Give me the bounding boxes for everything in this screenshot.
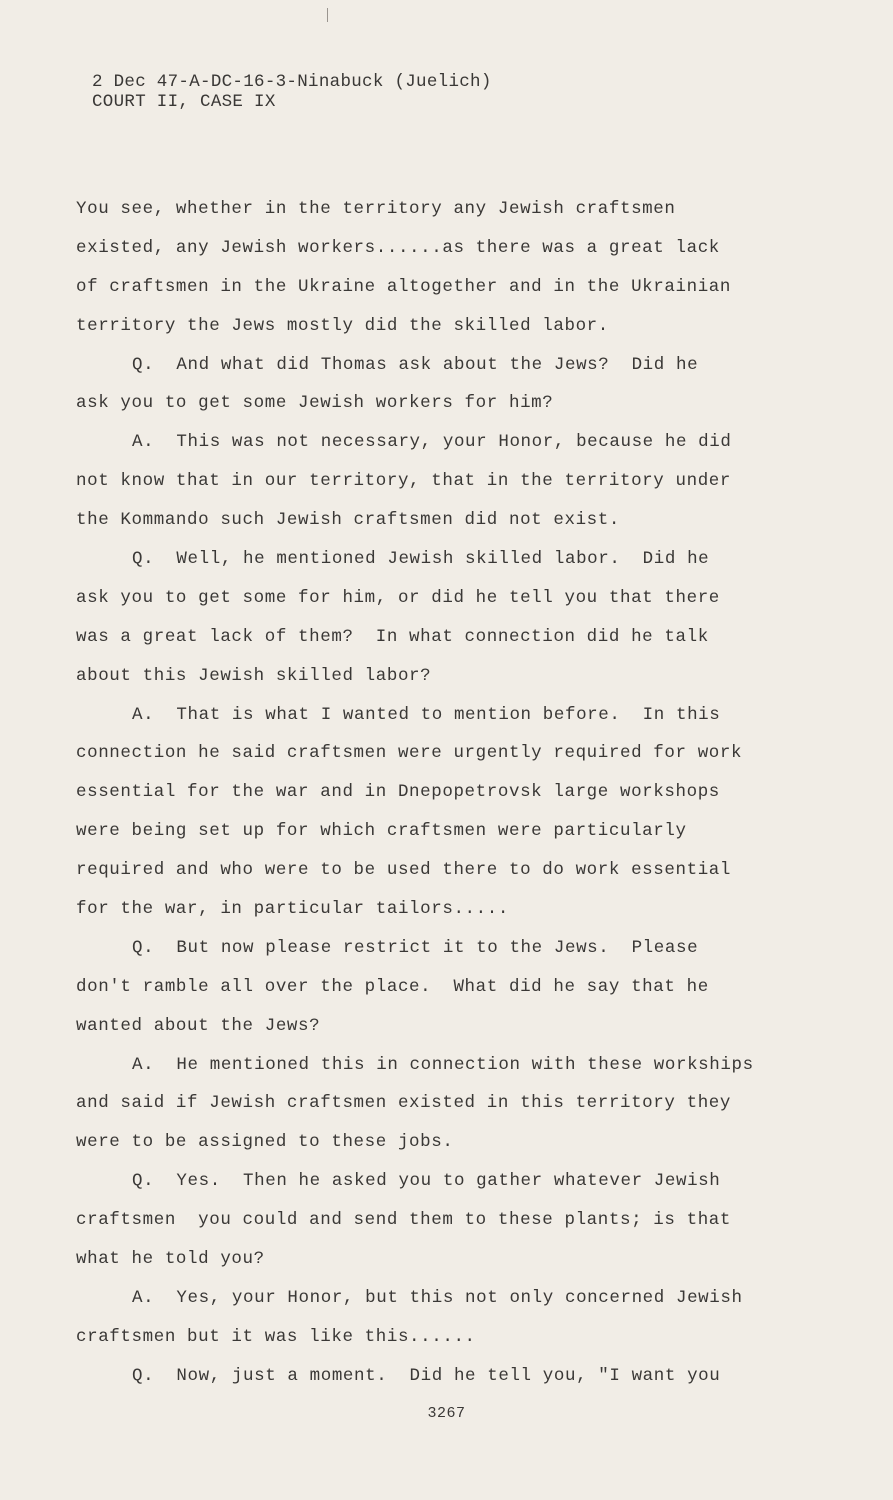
transcript-line: A. This was not necessary, your Honor, because he did [132, 432, 732, 453]
transcript-line: were to be assigned to these jobs. [76, 1132, 454, 1153]
transcript-line: A. He mentioned this in connection with these workships [132, 1054, 754, 1075]
punch-mark [327, 8, 328, 22]
transcript-line: craftsmen but it was like this...... [76, 1326, 476, 1347]
transcript-line: about this Jewish skilled labor? [76, 665, 432, 686]
transcript-line: of craftsmen in the Ukraine altogether and in the Ukrainian [76, 276, 732, 297]
transcript-line: A. That is what I wanted to mention before. In this [132, 704, 721, 725]
transcript-line: Q. And what did Thomas ask about the Jews? Did he [132, 354, 699, 375]
transcript-line: essential for the war and in Dnepopetrovsk large workshops [76, 782, 720, 803]
transcript-line: and said if Jewish craftsmen existed in this territory they [76, 1093, 732, 1114]
transcript-line: connection he said craftsmen were urgently required for work [76, 743, 743, 764]
transcript-line: for the war, in particular tailors..... [76, 899, 509, 920]
document-header [92, 72, 492, 112]
header-line-date-reference: 2 Dec 47-A-DC-16-3-Ninabuck (Juelich) [92, 72, 492, 92]
page-number: 3267 [427, 1405, 466, 1422]
transcript-line: the Kommando such Jewish craftsmen did not exist. [76, 510, 620, 531]
transcript-line: not know that in our territory, that in the territory under [76, 471, 732, 492]
transcript-line: Q. Well, he mentioned Jewish skilled labor. Did he [132, 549, 710, 570]
transcript-body [76, 190, 796, 1396]
transcript-line: don't ramble all over the place. What did he say that he [76, 976, 709, 997]
transcript-line: existed, any Jewish workers......as there was a great lack [76, 237, 720, 258]
transcript-line: Q. Yes. Then he asked you to gather whatever Jewish [132, 1171, 721, 1192]
transcript-line: Q. But now please restrict it to the Jews. Please [132, 937, 699, 958]
transcript-line: A. Yes, your Honor, but this not only concerned Jewish [132, 1287, 743, 1308]
transcript-line: required and who were to be used there to do work essential [76, 860, 732, 881]
transcript-line: what he told you? [76, 1249, 265, 1270]
transcript-line: territory the Jews mostly did the skilled labor. [76, 315, 609, 336]
transcript-line: was a great lack of them? In what connection did he talk [76, 626, 709, 647]
transcript-line: ask you to get some for him, or did he tell you that there [76, 587, 720, 608]
transcript-line: wanted about the Jews? [76, 1015, 321, 1036]
transcript-line: craftsmen you could and send them to these plants; is that [76, 1210, 732, 1231]
transcript-line: were being set up for which craftsmen were particularly [76, 821, 687, 842]
header-line-court-case: COURT II, CASE IX [92, 92, 276, 112]
transcript-line: ask you to get some Jewish workers for him? [76, 393, 554, 414]
transcript-line: You see, whether in the territory any Jewish craftsmen [76, 199, 676, 219]
transcript-line: Q. Now, just a moment. Did he tell you, "I want you [132, 1365, 721, 1386]
